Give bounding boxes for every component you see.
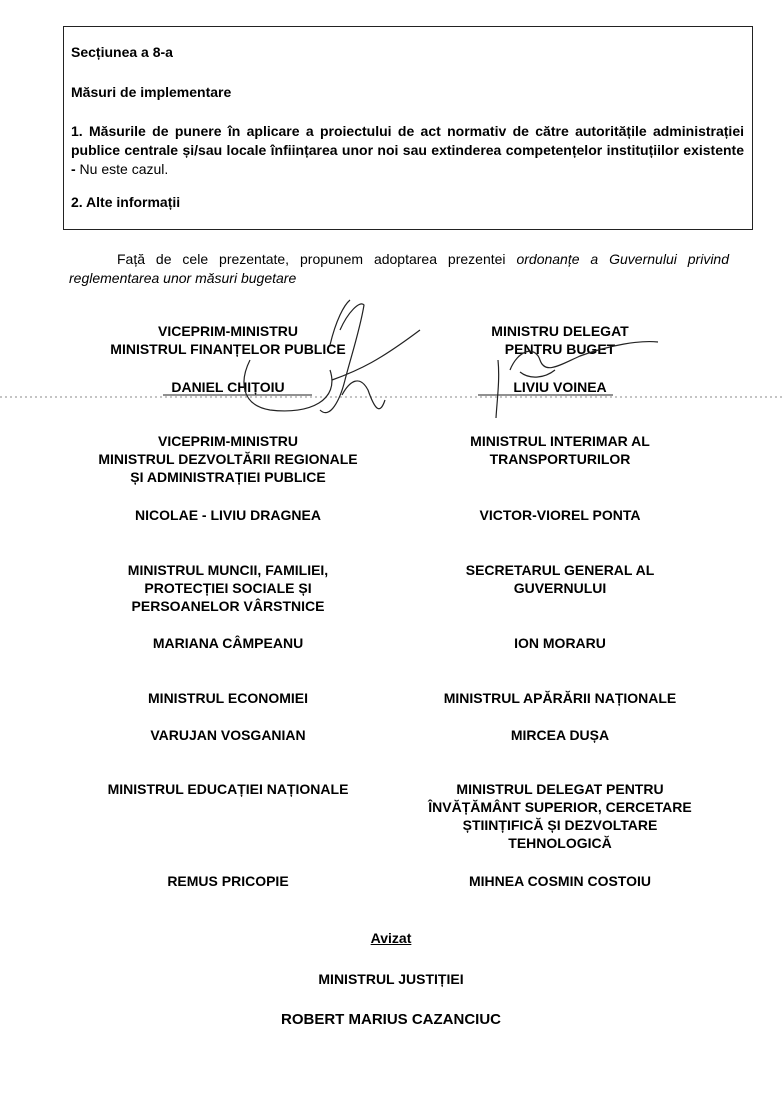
signatory-research-title (410, 780, 710, 852)
title-line: MINISTRUL APĂRĂRII NAȚIONALE (443, 690, 677, 706)
item-1 (71, 122, 744, 179)
title-line: ÎNVĂȚĂMÂNT SUPERIOR, CERCETARE (428, 799, 692, 815)
title-line: MINISTRUL DEZVOLTĂRII REGIONALE (98, 451, 358, 467)
signatory-education-name: REMUS PRICOPIE (167, 873, 289, 889)
section-8-box (63, 26, 753, 230)
title-line: ȘTIINȚIFICĂ ȘI DEZVOLTARE (462, 817, 658, 833)
title-line: MINISTRUL MUNCII, FAMILIEI, (127, 562, 329, 578)
justice-title: MINISTRUL JUSTIȚIEI (318, 971, 464, 987)
title-line: VICEPRIM-MINISTRU (158, 323, 298, 339)
title-line: ȘI ADMINISTRAȚIEI PUBLICE (130, 469, 326, 485)
title-line: GUVERNULUI (513, 580, 607, 596)
signatory-economy-name: VARUJAN VOSGANIAN (150, 727, 306, 743)
title-line: MINISTRU DELEGAT (491, 323, 629, 339)
signatory-defence-title (410, 689, 710, 707)
title-line: TEHNOLOGICĂ (508, 835, 612, 851)
title-line: VICEPRIM-MINISTRU (158, 433, 298, 449)
signatory-labour-name: MARIANA CÂMPEANU (152, 635, 304, 651)
title-line: PROTECȚIEI SOCIALE ȘI (144, 580, 312, 596)
title-line: MINISTRUL DELEGAT PENTRU (456, 781, 664, 797)
justice-name: ROBERT MARIUS CAZANCIUC (281, 1011, 501, 1028)
section-title: Secțiunea a 8-a (71, 44, 173, 60)
title-line: MINISTRUL ECONOMIEI (148, 690, 308, 706)
item-1-bold: 1. Măsurile de punere în aplicare a proiectului de act normativ de către autoritățile administrației publice centrale și/sau locale înființarea unor noi sau extinderea competențelor instituțiilor existente - (71, 123, 744, 177)
section-subtitle: Măsuri de implementare (71, 84, 232, 100)
title-line: MINISTRUL INTERIMAR AL (470, 433, 650, 449)
signatory-transport-name: VICTOR-VIOREL PONTA (479, 507, 641, 523)
signatory-transport-title (410, 432, 710, 468)
signatory-regional-title (58, 432, 398, 486)
intro-italic: ordonanțe a Guvernului privind reglementarea unor măsuri bugetare (69, 251, 729, 286)
signatory-secgen-name: ION MORARU (514, 635, 606, 651)
item-1-answer: Nu este cazul. (75, 161, 169, 177)
item-2: 2. Alte informații (71, 194, 181, 210)
signatory-regional-name: NICOLAE - LIVIU DRAGNEA (135, 507, 321, 523)
signatory-budget-title (410, 322, 710, 358)
signatory-budget-name: LIVIU VOINEA (513, 379, 607, 395)
intro-paragraph (69, 250, 729, 288)
avizat-label: Avizat (370, 930, 412, 946)
signatory-defence-name: MIRCEA DUȘA (510, 727, 610, 743)
title-line: MINISTRUL EDUCAȚIEI NAȚIONALE (107, 781, 349, 797)
title-line: TRANSPORTURILOR (489, 451, 631, 467)
signatory-finance-name: DANIEL CHIȚOIU (171, 379, 285, 395)
signatory-finance-title (58, 322, 398, 358)
signatory-economy-title (58, 689, 398, 707)
title-line: PENTRU BUGET (504, 341, 616, 357)
signatory-labour-title (58, 561, 398, 615)
title-line: MINISTRUL FINANȚELOR PUBLICE (110, 341, 346, 357)
title-line: SECRETARUL GENERAL AL (465, 562, 655, 578)
intro-text: Față de cele prezentate, propunem adoptarea prezentei (117, 251, 517, 267)
title-line: PERSOANELOR VÂRSTNICE (131, 598, 325, 614)
signatory-research-name: MIHNEA COSMIN COSTOIU (468, 873, 651, 889)
signatory-education-title (58, 780, 398, 798)
signatory-secgen-title (410, 561, 710, 597)
